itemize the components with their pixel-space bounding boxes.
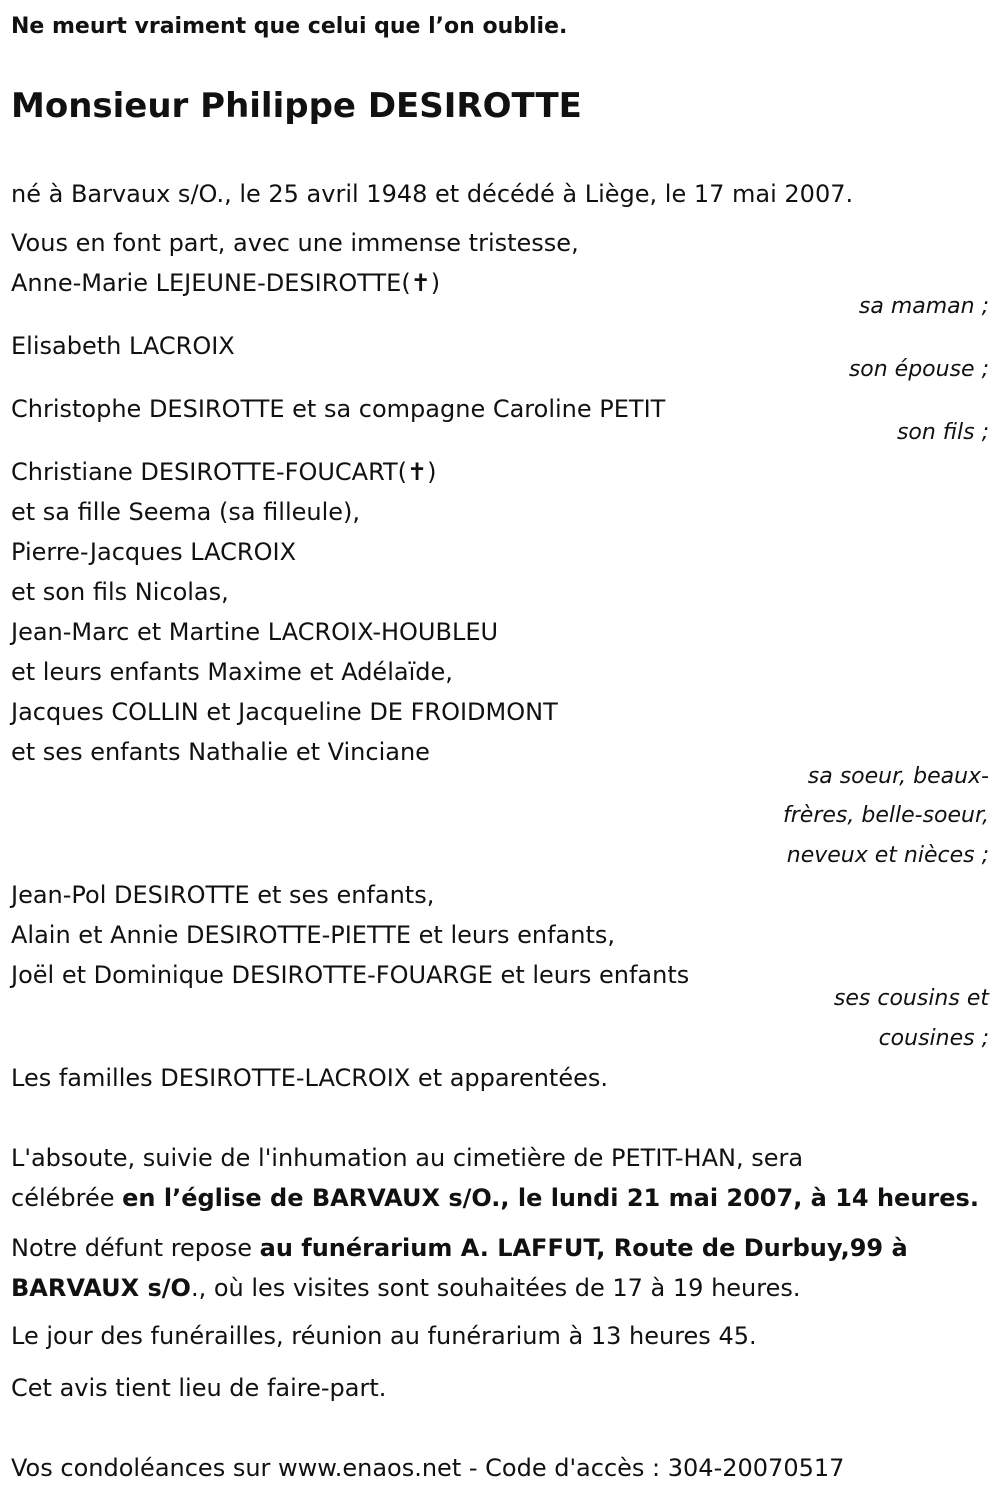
ceremony-line: [11, 1183, 979, 1213]
deceased-name: Monsieur Philippe DESIROTTE: [11, 86, 582, 126]
visiting-hours: ., où les visites sont souhaitées de 17 à 19 heures.: [190, 1274, 801, 1302]
cousin-line: Jean-Pol DESIROTTE et ses enfants,: [11, 881, 435, 909]
wife-relation: son épouse ;: [848, 357, 989, 382]
mother-relation: sa maman ;: [858, 294, 989, 319]
son-relation: son fils ;: [896, 420, 989, 445]
funerarium-prefix: Notre défunt repose: [11, 1234, 260, 1262]
sibling-line: et ses enfants Nathalie et Vinciane: [11, 738, 430, 766]
epigraph: Ne meurt vraiment que celui que l’on oublie.: [11, 14, 568, 39]
funerarium-address: au funérarium A. LAFFUT, Route de Durbuy,99 à: [259, 1234, 908, 1262]
families-line: Les familles DESIROTTE-LACROIX et apparentées.: [11, 1064, 608, 1092]
cousins-relation: ses cousins et: [833, 986, 989, 1011]
ceremony-location-date: en l’église de BARVAUX s/O., le lundi 21 mai 2007, à 14 heures.: [122, 1184, 979, 1212]
ceremony-line: L'absoute, suivie de l'inhumation au cimetière de PETIT-HAN, sera: [11, 1144, 804, 1172]
sibling-line: Jacques COLLIN et Jacqueline DE FROIDMONT: [11, 698, 558, 726]
cousins-relation: cousines ;: [878, 1026, 989, 1051]
mother-name: Anne-Marie LEJEUNE-DESIROTTE(✝): [11, 269, 441, 297]
siblings-relation: frères, belle-soeur,: [783, 803, 989, 828]
birth-death-line: né à Barvaux s/O., le 25 avril 1948 et décédé à Liège, le 17 mai 2007.: [11, 180, 854, 208]
sibling-line: et sa fille Seema (sa filleule),: [11, 498, 361, 526]
sibling-line: et son fils Nicolas,: [11, 578, 229, 606]
intro-line: Vous en font part, avec une immense tristesse,: [11, 229, 579, 257]
condolences-line: Vos condoléances sur www.enaos.net - Code d'accès : 304-20070517: [11, 1454, 845, 1482]
siblings-relation: neveux et nièces ;: [786, 843, 989, 868]
meeting-line: Le jour des funérailles, réunion au funérarium à 13 heures 45.: [11, 1322, 757, 1350]
sibling-line: Pierre-Jacques LACROIX: [11, 538, 297, 566]
cousin-line: Joël et Dominique DESIROTTE-FOUARGE et leurs enfants: [11, 961, 690, 989]
ceremony-prefix: célébrée: [11, 1184, 123, 1212]
sibling-line: Christiane DESIROTTE-FOUCART(✝): [11, 458, 437, 486]
sibling-line: Jean-Marc et Martine LACROIX-HOUBLEU: [11, 618, 499, 646]
siblings-relation: sa soeur, beaux-: [807, 764, 989, 789]
wife-name: Elisabeth LACROIX: [11, 332, 235, 360]
son-name: Christophe DESIROTTE et sa compagne Caroline PETIT: [11, 395, 666, 423]
cousin-line: Alain et Annie DESIROTTE-PIETTE et leurs enfants,: [11, 921, 615, 949]
notice-line: Cet avis tient lieu de faire-part.: [11, 1374, 387, 1402]
funerarium-town: BARVAUX s/O: [11, 1274, 191, 1302]
sibling-line: et leurs enfants Maxime et Adélaïde,: [11, 658, 453, 686]
funerarium-line: [11, 1273, 801, 1303]
funerarium-line: [11, 1233, 908, 1263]
